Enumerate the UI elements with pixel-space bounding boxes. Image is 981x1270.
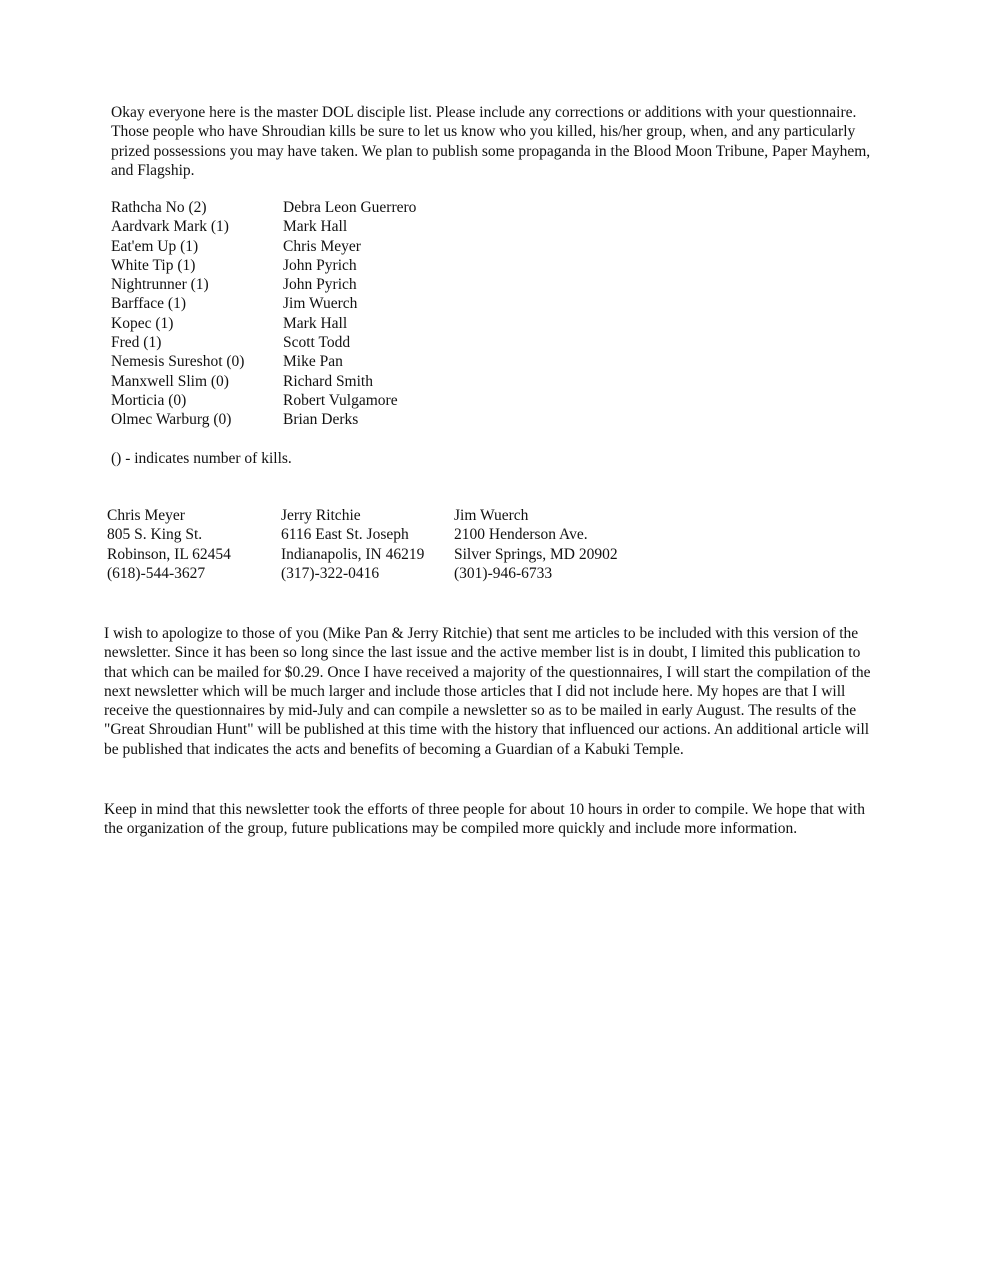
contact-card	[281, 506, 454, 583]
player-name: Scott Todd	[283, 334, 351, 352]
contact-card	[454, 506, 654, 583]
player-name: Brian Derks	[283, 411, 359, 429]
character-name: Aardvark Mark (1)	[111, 218, 229, 236]
contact-street: 805 S. King St.	[107, 526, 203, 544]
player-name: Jim Wuerch	[283, 295, 358, 313]
disciple-list	[111, 198, 531, 430]
list-item	[111, 217, 531, 236]
list-item	[111, 352, 531, 371]
contact-phone: (301)-946-6733	[454, 564, 553, 582]
contact-card	[107, 506, 281, 583]
list-item	[111, 372, 531, 391]
contact-phone: (618)-544-3627	[107, 564, 206, 582]
closing-paragraph: Keep in mind that this newsletter took the efforts of three people for about 10 hours in order to compile. We hope that with the organization of the group, future publications may be compiled more quickly and include more information.	[104, 801, 865, 838]
contact-name: Chris Meyer	[107, 507, 185, 524]
contact-city: Silver Springs, MD 20902	[454, 545, 618, 563]
list-item	[111, 333, 531, 352]
contact-city: Indianapolis, IN 46219	[281, 545, 425, 563]
character-name: Fred (1)	[111, 334, 162, 352]
contact-street: 6116 East St. Joseph	[281, 526, 409, 544]
list-item	[111, 198, 531, 217]
list-item	[111, 410, 531, 429]
character-name: Olmec Warburg (0)	[111, 411, 232, 429]
contact-addresses	[107, 506, 654, 583]
player-name: Mike Pan	[283, 353, 343, 371]
character-name: Morticia (0)	[111, 391, 187, 409]
contact-street: 2100 Henderson Ave.	[454, 526, 588, 544]
intro-paragraph: Okay everyone here is the master DOL disciple list. Please include any corrections or additions with your questionnaire. Those people who have Shroudian kills be sure to let us know who you killed, his/her group, when, and any particularly prized possessions you may have taken. We plan to publish some propaganda in the Blood Moon Tribune, Paper Mayhem, and Flagship.	[111, 104, 871, 179]
player-name: Debra Leon Guerrero	[283, 199, 417, 216]
apology-paragraph: I wish to apologize to those of you (Mike Pan & Jerry Ritchie) that sent me articles to be included with this version of the newsletter. Since it has been so long since the last issue and the active member list is in doubt, I limited this publication to that which can be mailed for $0.29. Once I have received a majority of the questionnaires, I will start the compilation of the next newsletter which will be much larger and include those articles that I did not include here. My hopes are that I will receive the questionnaires by mid-July and can compile a newsletter so as to be mailed in early August. The results of the "Great Shroudian Hunt" will be published at this time with the history that influenced our actions. An additional article will be published that indicates the acts and benefits of becoming a Guardian of a Kabuki Temple.	[104, 625, 871, 758]
contact-name: Jim Wuerch	[454, 507, 529, 524]
player-name: Mark Hall	[283, 218, 348, 236]
player-name: Richard Smith	[283, 372, 373, 390]
list-item	[111, 275, 531, 294]
character-name: Nemesis Sureshot (0)	[111, 353, 245, 371]
list-item	[111, 256, 531, 275]
character-name: Eat'em Up (1)	[111, 237, 199, 255]
contact-name: Jerry Ritchie	[281, 507, 361, 524]
list-item	[111, 314, 531, 333]
contact-city: Robinson, IL 62454	[107, 545, 231, 563]
character-name: Manxwell Slim (0)	[111, 372, 229, 390]
player-name: John Pyrich	[283, 256, 357, 274]
list-item	[111, 237, 531, 256]
player-name: Robert Vulgamore	[283, 391, 398, 409]
character-name: Kopec (1)	[111, 314, 174, 332]
character-name: Barfface (1)	[111, 295, 187, 313]
player-name: John Pyrich	[283, 276, 357, 294]
player-name: Mark Hall	[283, 314, 348, 332]
kills-footnote: () - indicates number of kills.	[111, 450, 292, 467]
list-item	[111, 294, 531, 313]
contact-phone: (317)-322-0416	[281, 564, 380, 582]
character-name: Rathcha No (2)	[111, 199, 207, 216]
player-name: Chris Meyer	[283, 237, 361, 255]
list-item	[111, 391, 531, 410]
character-name: White Tip (1)	[111, 256, 196, 274]
character-name: Nightrunner (1)	[111, 276, 209, 294]
